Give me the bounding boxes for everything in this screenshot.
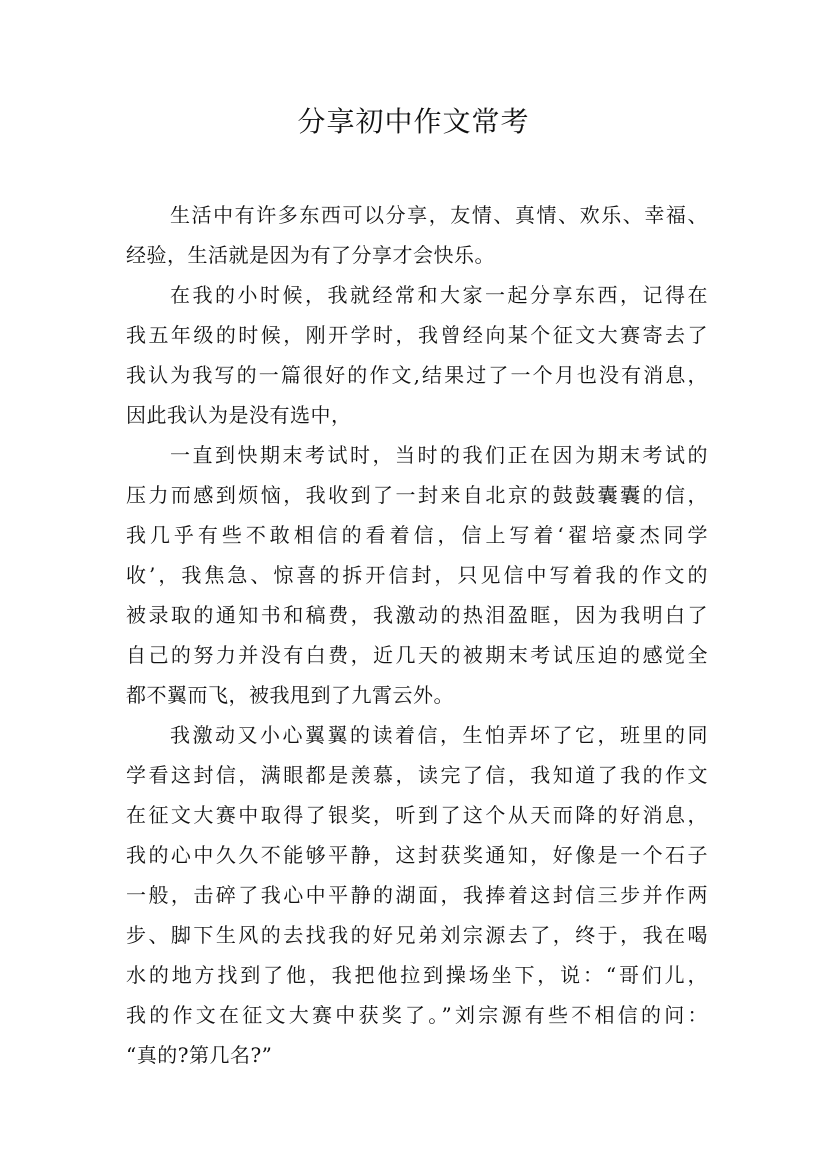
paragraph-line: 步、脚下生风的去找我的好兄弟刘宗源去了，终于，我在喝: [126, 923, 708, 947]
paragraph-line: 一般，击碎了我心中平静的湖面，我捧着这封信三步并作两: [126, 883, 708, 907]
paragraph-line: 生活中有许多东西可以分享，友情、真情、欢乐、幸福、: [170, 203, 708, 227]
paragraph-line: 一直到快期末考试时，当时的我们正在因为期末考试的: [170, 443, 708, 467]
paragraph-line: 水的地方找到了他，我把他拉到操场坐下，说：“哥们儿，: [126, 963, 708, 987]
paragraph-line: 我认为我写的一篇很好的作文,结果过了一个月也没有消息，: [126, 363, 708, 387]
document-body: [126, 195, 708, 1075]
paragraph-line: 我几乎有些不敢相信的看着信，信上写着‘翟培豪杰同学: [126, 523, 708, 547]
paragraph-line: 经验，生活就是因为有了分享才会快乐。: [126, 243, 495, 267]
paragraph-line: 我激动又小心翼翼的读着信，生怕弄坏了它，班里的同: [170, 723, 708, 747]
paragraph-line: 都不翼而飞，被我甩到了九霄云外。: [126, 683, 454, 707]
paragraph-line: 收’，我焦急、惊喜的拆开信封，只见信中写着我的作文的: [126, 563, 708, 587]
paragraph-line: 因此我认为是没有选中，: [126, 403, 352, 427]
paragraph-line: 我的作文在征文大赛中获奖了。”刘宗源有些不相信的问：: [126, 1003, 708, 1027]
paragraph-line: 在我的小时候，我就经常和大家一起分享东西，记得在: [170, 283, 708, 307]
paragraph-line: 学看这封信，满眼都是羡慕，读完了信，我知道了我的作文: [126, 763, 708, 787]
paragraph-line: 我五年级的时候，刚开学时，我曾经向某个征文大赛寄去了: [126, 323, 708, 347]
paragraph-line: 自己的努力并没有白费，近几天的被期末考试压迫的感觉全: [126, 643, 708, 667]
paragraph-line: 压力而感到烦恼，我收到了一封来自北京的鼓鼓囊囊的信，: [126, 483, 708, 507]
paragraph-line: 在征文大赛中取得了银奖，听到了这个从天而降的好消息，: [126, 803, 708, 827]
paragraph-line: “真的?第几名?”: [126, 1043, 273, 1067]
document-title: 分享初中作文常考: [297, 105, 530, 138]
paragraph-line: 被录取的通知书和稿费，我激动的热泪盈眶，因为我明白了: [126, 603, 708, 627]
paragraph-line: 我的心中久久不能够平静，这封获奖通知，好像是一个石子: [126, 843, 708, 867]
